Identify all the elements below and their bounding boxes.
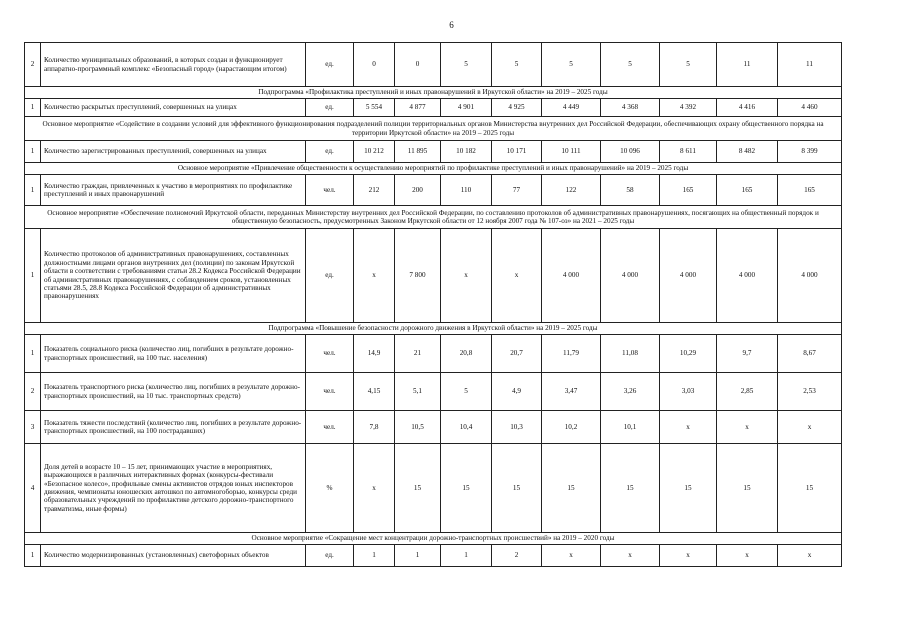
indicator-name: Показатель транспортного риска (количество лиц, погибших в результате дорожно-транспортных происшествий, на 10 тыс. транспортных средств) bbox=[41, 373, 306, 411]
value-cell: 11 895 bbox=[395, 141, 441, 163]
value-cell: 20,8 bbox=[441, 335, 492, 373]
value-cell: 15 bbox=[660, 444, 717, 533]
value-cell: 11,08 bbox=[601, 335, 660, 373]
value-cell: 15 bbox=[778, 444, 842, 533]
table-row bbox=[25, 43, 842, 87]
value-cell: x bbox=[354, 229, 395, 323]
row-number: 1 bbox=[25, 175, 41, 206]
indicator-name: Показатель социального риска (количество лиц, погибших в результате дорожно-транспортных происшествий, на 100 тыс. населения) bbox=[41, 335, 306, 373]
value-cell: 7 800 bbox=[395, 229, 441, 323]
value-cell: 122 bbox=[542, 175, 601, 206]
value-cell: x bbox=[601, 545, 660, 567]
value-cell: 4 901 bbox=[441, 99, 492, 117]
value-cell: 3,47 bbox=[542, 373, 601, 411]
value-cell: 165 bbox=[778, 175, 842, 206]
unit-cell: ед. bbox=[306, 141, 354, 163]
value-cell: 15 bbox=[542, 444, 601, 533]
value-cell: 5 bbox=[492, 43, 542, 87]
page-number: 6 bbox=[449, 20, 454, 30]
section-header-row bbox=[25, 117, 842, 141]
unit-cell: ед. bbox=[306, 229, 354, 323]
value-cell: 4 000 bbox=[601, 229, 660, 323]
value-cell: 10 171 bbox=[492, 141, 542, 163]
value-cell: 5 bbox=[441, 373, 492, 411]
value-cell: 10,3 bbox=[492, 411, 542, 444]
row-number: 4 bbox=[25, 444, 41, 533]
value-cell: 10 096 bbox=[601, 141, 660, 163]
indicator-name: Показатель тяжести последствий (количество лиц, погибших в результате дорожно-транспортных происшествий, на 100 пострадавших) bbox=[41, 411, 306, 444]
section-title: Основное мероприятие «Обеспечение полномочий Иркутской области, переданных Министерству внутренних дел Российской Федерации, по составлению протоколов об административных правонарушениях, посягающих на общественный порядок и общественную безопасность, предусмотренных Законом Иркутской области от 12 ноября 2007 года № 107-оз» на 2021 – 2025 годы bbox=[25, 206, 842, 229]
value-cell: 110 bbox=[441, 175, 492, 206]
section-title: Основное мероприятие «Содействие в создании условий для эффективного функционирования подразделений полиции территориальных органов Министерства внутренних дел Российской Федерации, обеспечивающих охрану общественного порядка на территории Иркутской области» на 2019 – 2025 годы bbox=[25, 117, 842, 141]
value-cell: 77 bbox=[492, 175, 542, 206]
value-cell: x bbox=[441, 229, 492, 323]
value-cell: 11 bbox=[717, 43, 778, 87]
unit-cell: ед. bbox=[306, 99, 354, 117]
value-cell: 4 925 bbox=[492, 99, 542, 117]
table-row bbox=[25, 444, 842, 533]
indicator-name: Количество муниципальных образований, в которых создан и функционирует аппаратно-программный комплекс «Безопасный город» (нарастающим итогом) bbox=[41, 43, 306, 87]
indicator-name: Количество граждан, привлеченных к участию в мероприятиях по профилактике преступлений и иных правонарушений bbox=[41, 175, 306, 206]
value-cell: 4 368 bbox=[601, 99, 660, 117]
section-title: Подпрограмма «Повышение безопасности дорожного движения в Иркутской области» на 2019 – 2025 годы bbox=[25, 323, 842, 335]
value-cell: x bbox=[778, 411, 842, 444]
table-row bbox=[25, 175, 842, 206]
unit-cell: ед. bbox=[306, 43, 354, 87]
value-cell: 8 482 bbox=[717, 141, 778, 163]
row-number: 1 bbox=[25, 141, 41, 163]
value-cell: 10,4 bbox=[441, 411, 492, 444]
section-header-row bbox=[25, 533, 842, 545]
value-cell: 4,15 bbox=[354, 373, 395, 411]
value-cell: 212 bbox=[354, 175, 395, 206]
indicator-name: Количество модернизированных (установленных) светофорных объектов bbox=[41, 545, 306, 567]
value-cell: 2,85 bbox=[717, 373, 778, 411]
indicator-name: Доля детей в возрасте 10 – 15 лет, принимающих участие в мероприятиях, выражающихся в различных интерактивных формах (конкурсы-фестивали «Безопасное колесо», профильные смены активистов отрядов юных инспекторов движения, чемпионаты юношеских автошкол по автомногоборью, конкурсы среди образовательных учреждений по профилактике детского дорожно-транспортного травматизма, иные формы) bbox=[41, 444, 306, 533]
value-cell: x bbox=[492, 229, 542, 323]
value-cell: 0 bbox=[354, 43, 395, 87]
value-cell: 2 bbox=[492, 545, 542, 567]
value-cell: x bbox=[717, 545, 778, 567]
table-row bbox=[25, 411, 842, 444]
unit-cell: чел. bbox=[306, 373, 354, 411]
section-title: Подпрограмма «Профилактика преступлений и иных правонарушений в Иркутской области» на 2019 – 2025 годы bbox=[25, 87, 842, 99]
section-title: Основное мероприятие «Привлечение общественности к осуществлению мероприятий по профилактике преступлений и иных правонарушений» на 2019 – 2025 годы bbox=[25, 163, 842, 175]
section-header-row bbox=[25, 163, 842, 175]
value-cell: 4 392 bbox=[660, 99, 717, 117]
value-cell: 4 449 bbox=[542, 99, 601, 117]
value-cell: 1 bbox=[441, 545, 492, 567]
value-cell: 8 611 bbox=[660, 141, 717, 163]
value-cell: 0 bbox=[395, 43, 441, 87]
indicator-name: Количество протоколов об административных правонарушениях, составленных должностными лицами органов внутренних дел (полиции) по законам Иркутской области в соответствии с требованиями статьи 28.2 Кодекса Российской Федерации об административных правонарушениях, с соблюдением сроков, установленных статьями 28.5, 28.8 Кодекса Российской Федерации об административных правонарушениях bbox=[41, 229, 306, 323]
value-cell: 11 bbox=[778, 43, 842, 87]
value-cell: 3,26 bbox=[601, 373, 660, 411]
row-number: 2 bbox=[25, 373, 41, 411]
unit-cell: % bbox=[306, 444, 354, 533]
value-cell: 58 bbox=[601, 175, 660, 206]
row-number: 3 bbox=[25, 411, 41, 444]
value-cell: 11,79 bbox=[542, 335, 601, 373]
value-cell: 10 182 bbox=[441, 141, 492, 163]
value-cell: 4 000 bbox=[717, 229, 778, 323]
value-cell: 5 bbox=[660, 43, 717, 87]
value-cell: 4 460 bbox=[778, 99, 842, 117]
value-cell: 4 000 bbox=[778, 229, 842, 323]
value-cell: 9,7 bbox=[717, 335, 778, 373]
section-title: Основное мероприятие «Сокращение мест концентрации дорожно-транспортных происшествий» на 2019 – 2020 годы bbox=[25, 533, 842, 545]
table-row bbox=[25, 545, 842, 567]
table-row bbox=[25, 141, 842, 163]
table-row bbox=[25, 335, 842, 373]
value-cell: 15 bbox=[717, 444, 778, 533]
value-cell: 5 bbox=[601, 43, 660, 87]
value-cell: 10,1 bbox=[601, 411, 660, 444]
value-cell: 15 bbox=[441, 444, 492, 533]
value-cell: 4 000 bbox=[660, 229, 717, 323]
value-cell: 15 bbox=[601, 444, 660, 533]
value-cell: 200 bbox=[395, 175, 441, 206]
value-cell: 7,8 bbox=[354, 411, 395, 444]
row-number: 1 bbox=[25, 545, 41, 567]
row-number: 1 bbox=[25, 99, 41, 117]
value-cell: 4 416 bbox=[717, 99, 778, 117]
value-cell: 1 bbox=[395, 545, 441, 567]
value-cell: 10,5 bbox=[395, 411, 441, 444]
value-cell: x bbox=[717, 411, 778, 444]
value-cell: 4 000 bbox=[542, 229, 601, 323]
value-cell: 3,03 bbox=[660, 373, 717, 411]
row-number: 1 bbox=[25, 229, 41, 323]
value-cell: x bbox=[354, 444, 395, 533]
table-row bbox=[25, 373, 842, 411]
value-cell: 10 212 bbox=[354, 141, 395, 163]
unit-cell: чел. bbox=[306, 335, 354, 373]
value-cell: 10 111 bbox=[542, 141, 601, 163]
section-header-row bbox=[25, 323, 842, 335]
value-cell: 8,67 bbox=[778, 335, 842, 373]
section-header-row bbox=[25, 206, 842, 229]
value-cell: x bbox=[542, 545, 601, 567]
value-cell: 10,2 bbox=[542, 411, 601, 444]
unit-cell: чел. bbox=[306, 411, 354, 444]
indicator-name: Количество зарегистрированных преступлений, совершенных на улицах bbox=[41, 141, 306, 163]
row-number: 1 bbox=[25, 335, 41, 373]
value-cell: x bbox=[660, 411, 717, 444]
table-body bbox=[25, 43, 842, 567]
value-cell: 20,7 bbox=[492, 335, 542, 373]
row-number: 2 bbox=[25, 43, 41, 87]
table-row bbox=[25, 99, 842, 117]
value-cell: 1 bbox=[354, 545, 395, 567]
value-cell: 165 bbox=[660, 175, 717, 206]
unit-cell: чел. bbox=[306, 175, 354, 206]
value-cell: 165 bbox=[717, 175, 778, 206]
indicators-table bbox=[24, 42, 842, 567]
value-cell: 15 bbox=[395, 444, 441, 533]
value-cell: 5 554 bbox=[354, 99, 395, 117]
value-cell: 14,9 bbox=[354, 335, 395, 373]
unit-cell: ед. bbox=[306, 545, 354, 567]
table-row bbox=[25, 229, 842, 323]
value-cell: 5 bbox=[542, 43, 601, 87]
value-cell: 21 bbox=[395, 335, 441, 373]
indicator-name: Количество раскрытых преступлений, совершенных на улицах bbox=[41, 99, 306, 117]
value-cell: 4 877 bbox=[395, 99, 441, 117]
value-cell: x bbox=[660, 545, 717, 567]
value-cell: 2,53 bbox=[778, 373, 842, 411]
value-cell: 5 bbox=[441, 43, 492, 87]
value-cell: 15 bbox=[492, 444, 542, 533]
value-cell: x bbox=[778, 545, 842, 567]
value-cell: 8 399 bbox=[778, 141, 842, 163]
value-cell: 10,29 bbox=[660, 335, 717, 373]
value-cell: 4,9 bbox=[492, 373, 542, 411]
value-cell: 5,1 bbox=[395, 373, 441, 411]
section-header-row bbox=[25, 87, 842, 99]
